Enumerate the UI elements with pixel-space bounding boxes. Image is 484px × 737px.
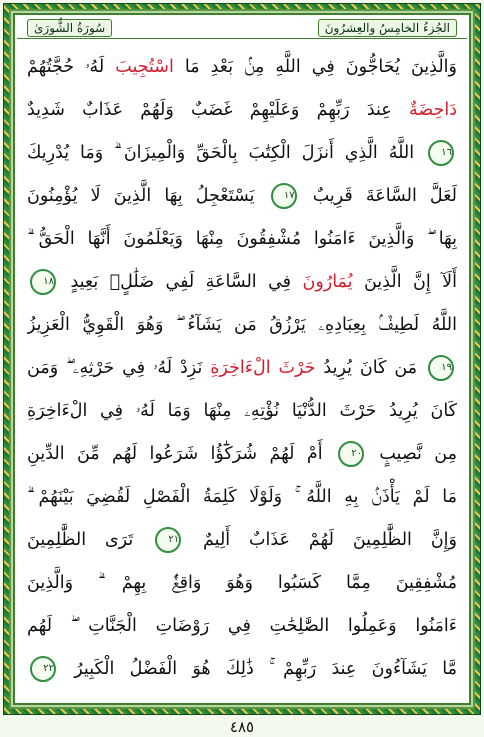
line-text: مَن كَانَ يُرِيدُ <box>323 357 418 378</box>
surah-name-label: سُورَةُ الشُّورَىٰ <box>27 19 112 37</box>
line-text: عِندَ رَبِّهِمْ وَعَلَيْهِمْ غَضَبٌ وَلَهُمْ عَذَابٌ شَدِيدٌ <box>27 99 392 120</box>
line-text: لَعَلَّ السَّاعَةَ قَرِيبٌ <box>312 185 457 206</box>
line-text: أَلَآ إِنَّ الَّذِينَ <box>363 271 457 292</box>
line-text: نَزِدْ لَهُۥ فِي حَرْثِهِۦ ۖ وَمَن <box>27 357 203 378</box>
text-line <box>27 260 457 303</box>
line-text: ءَامَنُوا وَعَمِلُوا الصَّٰلِحَٰتِ فِي رَوْضَاتِ الْجَنَّاتِ ۖ لَهُم <box>27 615 457 636</box>
line-text: مَّا يَشَآءُونَ عِندَ رَبِّهِمْ ۚ ذَٰلِكَ هُوَ الْفَضْلُ الْكَبِيرُ <box>74 658 457 679</box>
page-number: ٤٨٥ <box>229 717 255 736</box>
text-line <box>27 174 457 217</box>
ayah-marker-icon: ٢١ <box>155 527 181 553</box>
text-line <box>27 475 457 518</box>
page-header <box>17 17 467 39</box>
line-text: بِهَا ۖ وَالَّذِينَ ءَامَنُوا مُشْفِقُونَ مِنْهَا وَيَعْلَمُونَ أَنَّهَا الْحَقُّ ۗ <box>27 228 457 249</box>
highlighted-word: حَرْثَ الْءَاخِرَةِ <box>210 357 316 378</box>
line-text: وَإِنَّ الظَّٰلِمِينَ لَهُمْ عَذَابٌ أَلِيمٌ <box>203 529 457 550</box>
highlighted-word: يُمَارُونَ <box>302 271 353 292</box>
text-line <box>27 518 457 561</box>
text-line <box>27 88 457 131</box>
line-text: اللَّهُ الَّذِي أَنزَلَ الْكِتَٰبَ بِالْحَقِّ وَالْمِيزَانَ ۗ وَمَا يُدْرِيكَ <box>27 142 415 163</box>
highlighted-word: اسْتُجِيبَ <box>115 56 174 77</box>
text-line <box>27 45 457 88</box>
text-line <box>27 561 457 604</box>
line-text: وَالَّذِينَ يُحَاجُّونَ فِي اللَّهِ مِنۢ بَعْدِ مَا <box>184 56 457 77</box>
text-line <box>27 346 457 389</box>
line-text: لَهُۥ حُجَّتُهُمْ <box>27 56 105 77</box>
ayah-marker-icon: ١٦ <box>428 140 454 166</box>
line-text: مَا لَمْ يَأْذَنۢ بِهِ اللَّهُ ۚ وَلَوْلَا كَلِمَةُ الْفَصْلِ لَقُضِيَ بَيْنَهُمْ ۗ <box>27 486 457 507</box>
ayah-marker-icon: ١٨ <box>30 269 56 295</box>
line-text: اللَّهُ لَطِيفٌۢ بِعِبَادِهِۦ يَرْزُقُ مَن يَشَآءُ ۖ وَهُوَ الْقَوِيُّ الْعَزِيزُ <box>27 314 457 335</box>
page-footer <box>0 716 484 737</box>
juz-name-label: الجُزءُ الخامِسُ والعِشرُونَ <box>318 19 457 37</box>
text-line <box>27 303 457 346</box>
highlighted-word: دَاحِضَةٌ <box>408 99 457 120</box>
line-text: أَمْ لَهُمْ شُرَكَٰٓؤُا شَرَعُوا لَهُم مِّنَ الدِّينِ <box>27 443 323 464</box>
line-text: مُشْفِقِينَ مِمَّا كَسَبُوا وَهُوَ وَاقِعٌۢ بِهِمْ ۗ وَالَّذِينَ <box>27 572 457 593</box>
quran-text-block <box>17 45 467 699</box>
text-line <box>27 131 457 174</box>
ayah-marker-icon: ٢٠ <box>338 441 364 467</box>
line-text: مِن نَّصِيبٍ <box>379 443 457 464</box>
ayah-marker-icon: ١٧ <box>271 183 297 209</box>
text-line <box>27 647 457 690</box>
line-text: كَانَ يُرِيدُ حَرْثَ الدُّنْيَا نُؤْتِهِۦ مِنْهَا وَمَا لَهُۥ فِي الْءَاخِرَةِ <box>27 400 457 421</box>
ayah-marker-icon: ٢٢ <box>30 656 56 682</box>
text-line <box>27 604 457 647</box>
line-text: تَرَى الظَّٰلِمِينَ <box>27 529 134 550</box>
text-line <box>27 432 457 475</box>
text-line <box>27 217 457 260</box>
text-line <box>27 389 457 432</box>
line-text: فِي السَّاعَةِ لَفِي ضَلَٰلٍۭ بَعِيدٍ <box>70 271 292 292</box>
ayah-marker-icon: ١٩ <box>428 355 454 381</box>
text-panel <box>13 13 471 705</box>
line-text: يَسْتَعْجِلُ بِهَا الَّذِينَ لَا يُؤْمِنُونَ <box>27 185 255 206</box>
